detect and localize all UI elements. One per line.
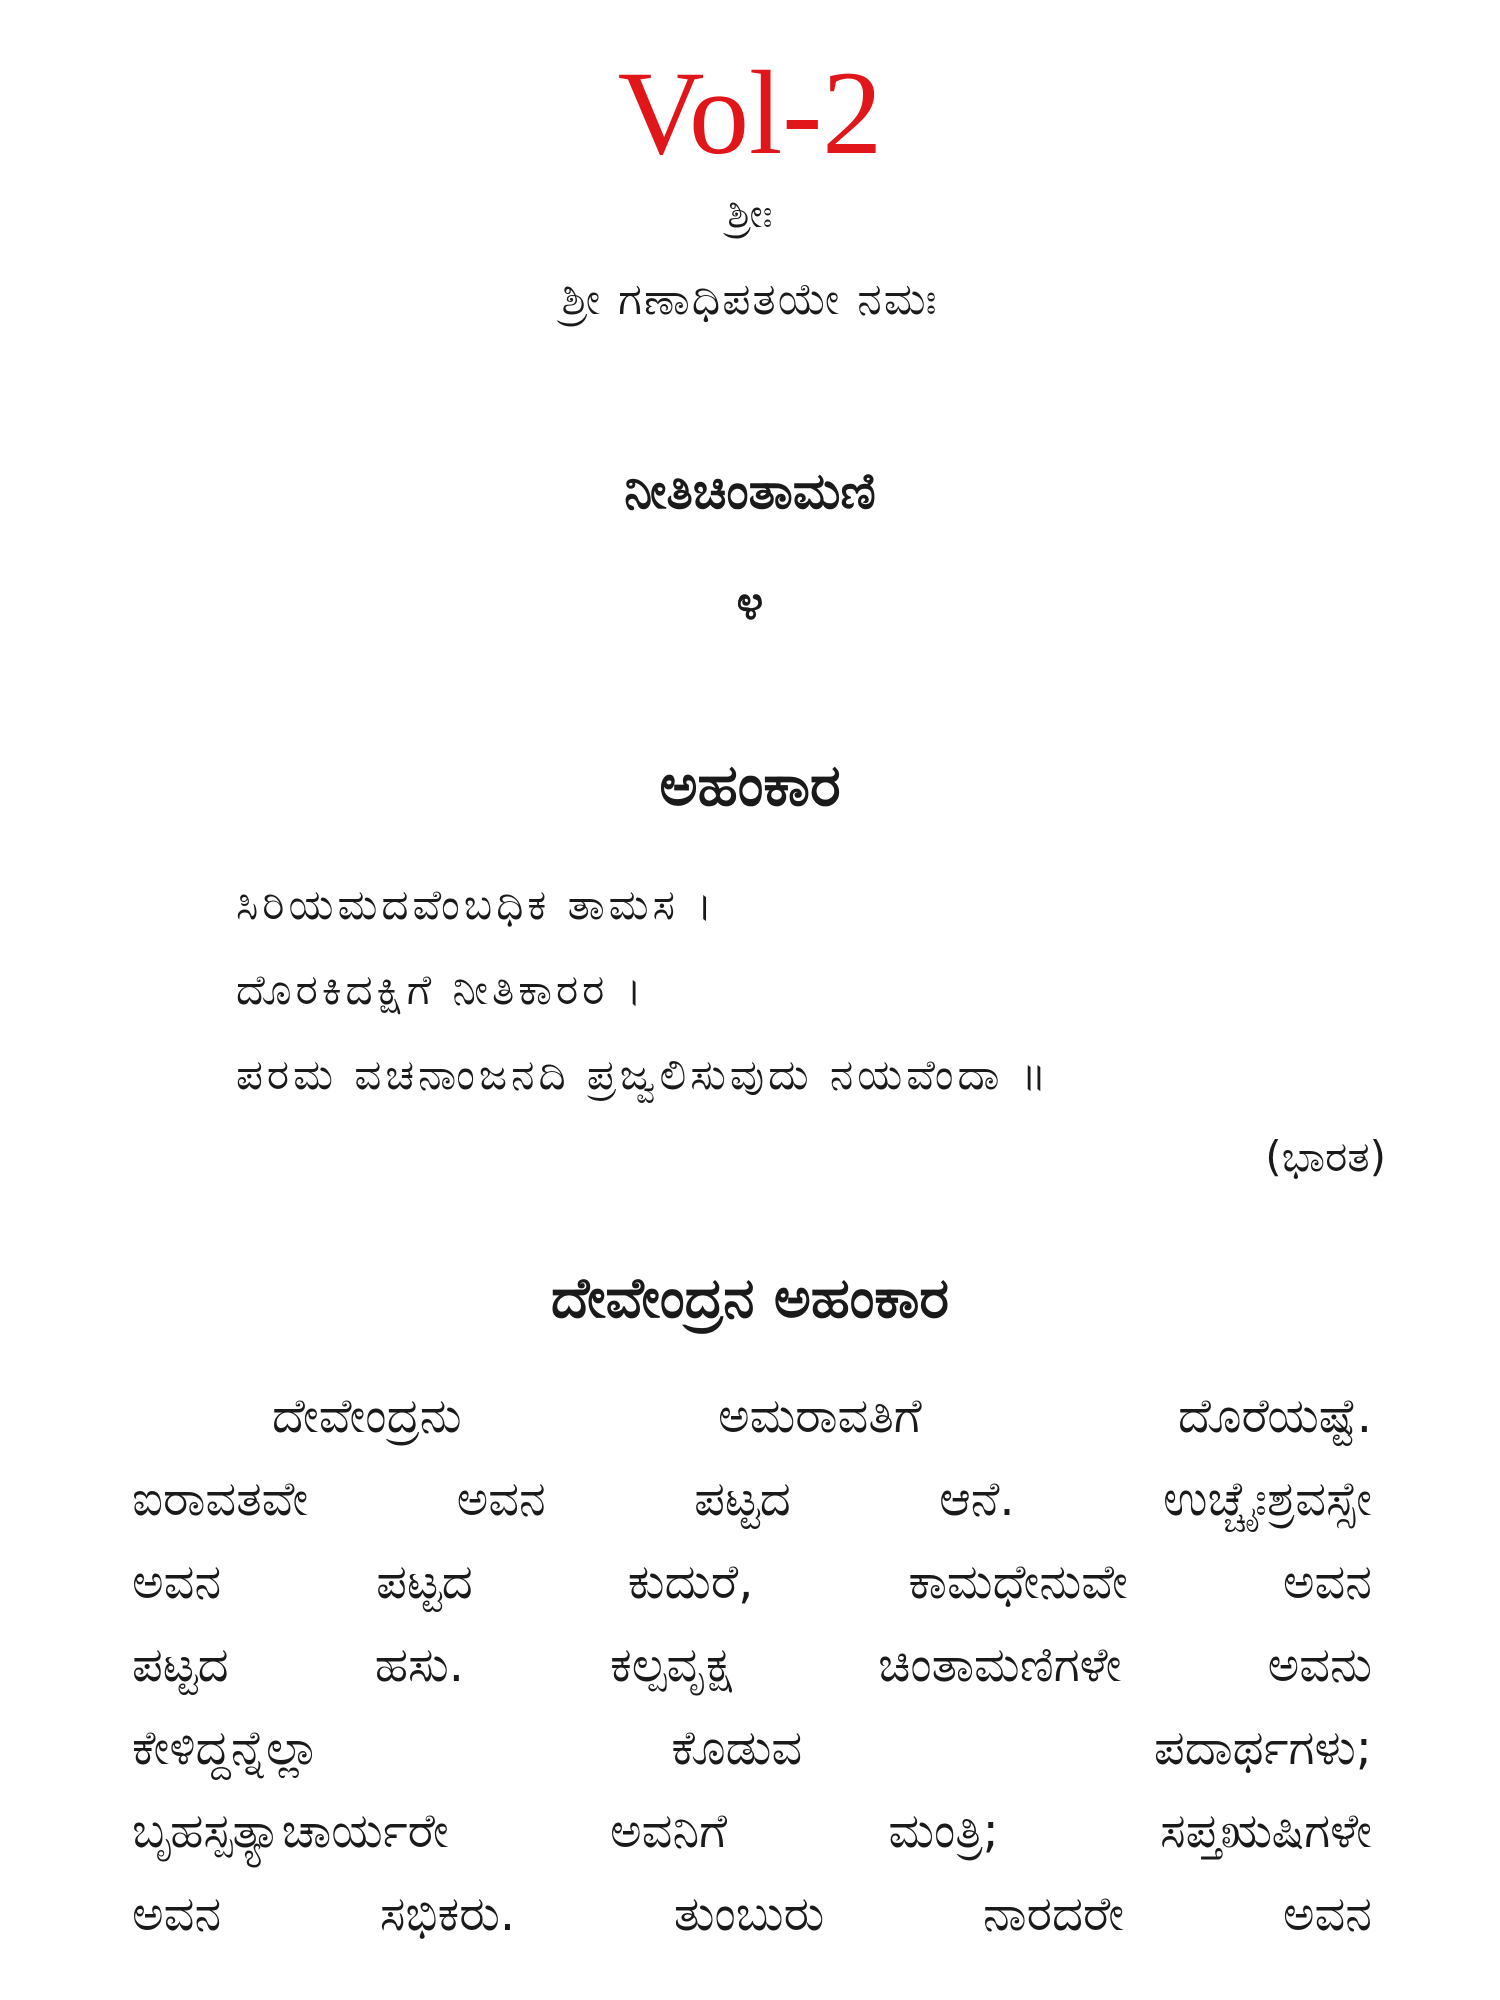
paragraph-word: ಪದಾರ್ಥಗಳು;: [1153, 1720, 1372, 1776]
verse-source: (ಭಾರತ): [1265, 1132, 1386, 1181]
paragraph-word: ಆನೆ.: [939, 1471, 1015, 1527]
paragraph-word: ಅವನ: [132, 1886, 222, 1942]
shri-invocation: ಶ್ರೀಃ: [727, 191, 773, 237]
verse-line: ದೊರಕಿದಕ್ಷಿಗೆ ನೀತಿಕಾರರ ।: [236, 965, 646, 1014]
paragraph-word: ಪಟ್ಟದ: [694, 1471, 791, 1527]
verse-line: ಸಿರಿಯಮದವೆಂಬಧಿಕ ತಾಮಸ ।: [236, 880, 717, 929]
paragraph-line: [132, 1873, 1372, 1956]
chapter-title: ಅಹಂಕಾರ: [659, 751, 841, 819]
paragraph-word: ಅವನ: [132, 1554, 222, 1610]
paragraph-word: ಸಭಿಕರು.: [379, 1886, 516, 1942]
paragraph-word: ಅವನ: [1282, 1554, 1372, 1610]
paragraph-word: ಚಿಂತಾಮಣಿಗಳೇ: [878, 1637, 1122, 1693]
story-paragraph: [132, 1375, 1372, 1956]
paragraph-word: ಕೇಳಿದ್ದನ್ನೆಲ್ಲಾ: [132, 1720, 320, 1776]
paragraph-word: ಅಮರಾವತಿಗೆ: [717, 1388, 922, 1444]
paragraph-word: ಪಟ್ಟದ: [132, 1637, 229, 1693]
paragraph-word: ಕಾಮಧೇನುವೇ: [908, 1554, 1128, 1610]
paragraph-line: [132, 1707, 1372, 1790]
paragraph-word: ಅವನು: [1267, 1637, 1372, 1693]
paragraph-word: ಮಂತ್ರಿ;: [888, 1803, 999, 1859]
book-number: ೪: [736, 575, 764, 631]
paragraph-word: ಅವನಿಗೆ: [610, 1803, 728, 1859]
paragraph-word: ಉಚ್ಚೈಃಶ್ರವಸ್ಸೇ: [1163, 1471, 1372, 1527]
paragraph-line: [132, 1790, 1372, 1873]
paragraph-word: ದೊರೆಯಷ್ಟೆ.: [1177, 1388, 1372, 1444]
paragraph-word: ಪಟ್ಟದ: [376, 1554, 473, 1610]
paragraph-line: [132, 1541, 1372, 1624]
verse-line: ಪರಮ ವಚನಾಂಜನದಿ ಪ್ರಜ್ವಲಿಸುವುದು ನಯವೆಂದಾ ॥: [236, 1050, 1051, 1099]
paragraph-word: ದೇವೇಂದ್ರನು: [272, 1388, 462, 1444]
paragraph-word: ತುಂಬುರು: [673, 1886, 825, 1942]
paragraph-word: ಕೊಡುವ: [671, 1720, 803, 1776]
paragraph-word: ಅವನ: [1282, 1886, 1372, 1942]
story-title: ದೇವೇಂದ್ರನ ಅಹಂಕಾರ: [550, 1266, 950, 1331]
paragraph-word: ಅವನ: [456, 1471, 546, 1527]
paragraph-word: ನಾರದರೇ: [982, 1886, 1125, 1942]
paragraph-word: ಹಸು.: [374, 1637, 464, 1693]
book-title: ನೀತಿಚಿಂತಾಮಣಿ: [624, 462, 876, 520]
paragraph-line: [132, 1375, 1372, 1458]
ganadhipati-invocation: ಶ್ರೀ ಗಣಾಧಿಪತಯೇ ನಮಃ: [561, 274, 939, 325]
paragraph-word: ಸಪ್ತಋಷಿಗಳೇ: [1160, 1803, 1372, 1859]
paragraph-word: ಕುದುರೆ,: [627, 1554, 754, 1610]
paragraph-word: ಬೃಹಸ್ಪತ್ಯಾಚಾರ್ಯರೇ: [132, 1803, 449, 1859]
paragraph-word: ಕಲ್ಪವೃಕ್ಷ: [610, 1637, 733, 1693]
paragraph-word: ಐರಾವತವೇ: [132, 1471, 309, 1527]
paragraph-line: [132, 1624, 1372, 1707]
volume-label: Vol-2: [617, 46, 883, 179]
paragraph-line: [132, 1458, 1372, 1541]
